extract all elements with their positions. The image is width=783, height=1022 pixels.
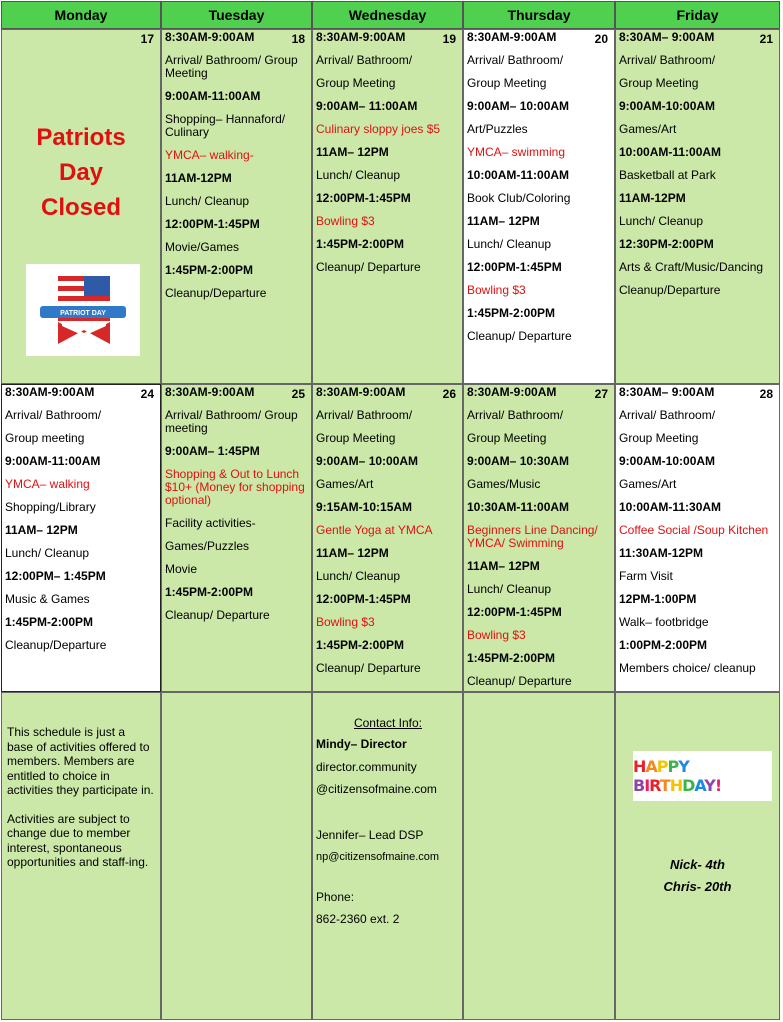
schedule-entry: Movie/Games [165, 240, 240, 254]
schedule-entry: 9:00AM-10:00AM [619, 99, 716, 113]
schedule-entry: Lunch/ Cleanup [5, 546, 90, 560]
schedule-entry: 1:45PM-2:00PM [316, 237, 405, 251]
schedule-entry: 8:30AM-9:00AM [467, 30, 557, 44]
svg-text:PATRIOT DAY: PATRIOT DAY [60, 310, 106, 317]
schedule-entry: Arrival/ Bathroom/ [316, 408, 413, 422]
schedule-list [165, 31, 307, 310]
schedule-entry: 1:45PM-2:00PM [165, 585, 254, 599]
schedule-entry: Art/Puzzles [467, 122, 528, 136]
contact-cell [312, 692, 463, 1020]
schedule-entry: Group Meeting [316, 431, 396, 445]
day-number: 24 [140, 387, 154, 401]
schedule-entry: 12:00PM-1:45PM [165, 217, 260, 231]
birthday-cell [615, 692, 780, 1020]
schedule-entry: Arrival/ Bathroom/ Group meeting [165, 408, 298, 435]
schedule-entry: 8:30AM-9:00AM [165, 30, 255, 44]
cell-monday-24 [1, 384, 161, 692]
schedule-entry: 8:30AM– 9:00AM [619, 30, 715, 44]
schedule-entry: Bowling $3 [467, 628, 526, 642]
note-paragraph: This schedule is just a base of activities offered to members. Members are entitled to choice in activities they participate in. [7, 725, 154, 797]
schedule-entry: Games/Art [619, 122, 677, 136]
schedule-entry: 9:00AM-10:00AM [619, 454, 716, 468]
schedule-entry: 9:15AM-10:15AM [316, 500, 413, 514]
holiday-line: Patriots [36, 124, 126, 151]
director-email-line2: @citizensofmaine.com [316, 782, 437, 796]
schedule-entry: 9:00AM– 10:00AM [316, 454, 419, 468]
calendar-grid [1, 1, 780, 1020]
schedule-entry: 10:00AM-11:00AM [619, 145, 722, 159]
patriot-day-image [26, 264, 140, 356]
day-number: 19 [442, 32, 456, 46]
schedule-entry: 9:00AM– 10:30AM [467, 454, 570, 468]
schedule-entry: 12:00PM-1:45PM [316, 191, 411, 205]
schedule-entry: Lunch/ Cleanup [467, 237, 552, 251]
schedule-entry: Games/Art [619, 477, 677, 491]
schedule-entry: Games/Art [316, 477, 374, 491]
schedule-entry: Members choice/ cleanup [619, 661, 756, 675]
birthday-list [616, 854, 779, 898]
schedule-entry: 9:00AM-11:00AM [165, 89, 261, 103]
cell-tuesday-25 [161, 384, 312, 692]
schedule-entry: 10:00AM-11:00AM [467, 168, 570, 182]
schedule-entry: 12:00PM– 1:45PM [5, 569, 106, 583]
schedule-entry: 11AM– 12PM [5, 523, 78, 537]
schedule-entry: Book Club/Coloring [467, 191, 571, 205]
day-number: 17 [140, 32, 154, 46]
schedule-entry: 1:45PM-2:00PM [467, 306, 556, 320]
cell-wednesday-26 [312, 384, 463, 692]
schedule-entry: Arrival/ Bathroom/ [467, 53, 564, 67]
schedule-entry: 1:00PM-2:00PM [619, 638, 708, 652]
schedule-entry: 8:30AM-9:00AM [5, 385, 95, 399]
contact-heading: Contact Info: [353, 716, 423, 730]
schedule-entry: 12:00PM-1:45PM [467, 260, 562, 274]
schedule-entry: Movie [165, 562, 198, 576]
schedule-entry: Group Meeting [316, 76, 396, 90]
header-friday: Friday [615, 1, 780, 29]
schedule-entry: Shopping/Library [5, 500, 96, 514]
director-email-line1: director.community [316, 760, 417, 774]
schedule-notes [7, 725, 154, 884]
holiday-notice [2, 120, 160, 225]
schedule-entry: Lunch/ Cleanup [165, 194, 250, 208]
schedule-entry: 1:45PM-2:00PM [467, 651, 556, 665]
schedule-list [619, 31, 775, 307]
schedule-entry: Group Meeting [619, 76, 699, 90]
day-number: 27 [594, 387, 608, 401]
schedule-entry: Shopping– Hannaford/ Culinary [165, 112, 286, 139]
schedule-list [316, 386, 458, 685]
schedule-entry: 8:30AM-9:00AM [316, 30, 406, 44]
schedule-entry: Gentle Yoga at YMCA [316, 523, 433, 537]
holiday-line: Closed [40, 194, 121, 221]
schedule-list [165, 386, 307, 632]
schedule-entry: 8:30AM-9:00AM [467, 385, 557, 399]
schedule-entry: 1:45PM-2:00PM [316, 638, 405, 652]
day-number: 28 [759, 387, 773, 401]
director-name: Mindy– Director [316, 737, 407, 751]
phone-label: Phone: [316, 890, 355, 904]
schedule-entry: 10:00AM-11:30AM [619, 500, 722, 514]
lead-email: np@citizensofmaine.com [316, 851, 440, 863]
schedule-entry: Culinary sloppy joes $5 [316, 122, 441, 136]
schedule-list [5, 386, 156, 662]
schedule-entry: Cleanup/ Departure [467, 329, 572, 343]
header-tuesday: Tuesday [161, 1, 312, 29]
day-number: 21 [759, 32, 773, 46]
schedule-entry: Lunch/ Cleanup [467, 582, 552, 596]
cell-thursday-27 [463, 384, 615, 692]
day-number: 20 [594, 32, 608, 46]
schedule-entry: Bowling $3 [467, 283, 526, 297]
schedule-entry: Facility activities- [165, 516, 256, 530]
birthday-entry: Chris- 20th [663, 879, 732, 894]
schedule-entry: Walk– footbridge [619, 615, 709, 629]
schedule-entry: 11AM– 12PM [467, 559, 540, 573]
schedule-entry: Cleanup/ Departure [316, 260, 421, 274]
schedule-entry: 11:30AM-12PM [619, 546, 704, 560]
header-thursday: Thursday [463, 1, 615, 29]
schedule-entry: 9:00AM– 1:45PM [165, 444, 260, 458]
schedule-entry: Group meeting [5, 431, 85, 445]
schedule-entry: Music & Games [5, 592, 90, 606]
schedule-entry: 9:00AM-11:00AM [5, 454, 101, 468]
holiday-line: Day [58, 159, 104, 186]
schedule-entry: Cleanup/Departure [5, 638, 107, 652]
schedule-entry: 11AM– 12PM [316, 546, 389, 560]
header-monday: Monday [1, 1, 161, 29]
schedule-entry: 1:45PM-2:00PM [165, 263, 254, 277]
schedule-entry: 10:30AM-11:00AM [467, 500, 570, 514]
schedule-entry: 12:00PM-1:45PM [316, 592, 411, 606]
schedule-entry: Farm Visit [619, 569, 673, 583]
note-paragraph: Activities are subject to change due to member interest, spontaneous opportunities and staff-ing. [7, 811, 149, 869]
schedule-entry: 11AM-12PM [165, 171, 232, 185]
schedule-entry: Arrival/ Bathroom/ [467, 408, 564, 422]
day-number: 26 [442, 387, 456, 401]
schedule-entry: Lunch/ Cleanup [316, 569, 401, 583]
schedule-entry: 1:45PM-2:00PM [5, 615, 94, 629]
schedule-entry: Lunch/ Cleanup [316, 168, 401, 182]
schedule-entry: Arrival/ Bathroom/ [5, 408, 102, 422]
schedule-entry: Lunch/ Cleanup [619, 214, 704, 228]
schedule-entry: Cleanup/ Departure [467, 674, 572, 688]
schedule-entry: YMCA– walking [5, 477, 90, 491]
schedule-entry: 11AM-12PM [619, 191, 686, 205]
cell-monday-17 [1, 29, 161, 384]
schedule-entry: 9:00AM– 10:00AM [467, 99, 570, 113]
schedule-entry: Arts & Craft/Music/Dancing [619, 260, 764, 274]
schedule-entry: YMCA– swimming [467, 145, 566, 159]
schedule-entry: Group Meeting [467, 431, 547, 445]
schedule-entry: Cleanup/ Departure [165, 608, 270, 622]
birthday-entry: Nick- 4th [670, 857, 725, 872]
phone-number: 862-2360 ext. 2 [316, 912, 400, 926]
schedule-entry: 11AM– 12PM [467, 214, 540, 228]
schedule-entry: 11AM– 12PM [316, 145, 389, 159]
schedule-entry: Arrival/ Bathroom/ [316, 53, 413, 67]
schedule-entry: YMCA– walking- [165, 148, 254, 162]
empty-cell [463, 692, 615, 1020]
schedule-entry: 12:30PM-2:00PM [619, 237, 714, 251]
schedule-entry: Arrival/ Bathroom/ Group Meeting [165, 53, 298, 80]
cell-thursday-20 [463, 29, 615, 384]
lead-name: Jennifer– Lead DSP [316, 828, 424, 842]
schedule-entry: Shopping & Out to Lunch $10+ (Money for shopping optional) [165, 467, 305, 507]
schedule-list [619, 386, 775, 685]
schedule-entry: Bowling $3 [316, 615, 375, 629]
flag-ribbon-icon [26, 264, 140, 356]
cell-wednesday-19 [312, 29, 463, 384]
happy-birthday-banner [633, 751, 772, 801]
schedule-entry: Group Meeting [619, 431, 699, 445]
schedule-entry: Bowling $3 [316, 214, 375, 228]
empty-cell [161, 692, 312, 1020]
schedule-list [467, 31, 610, 353]
schedule-entry: Group Meeting [467, 76, 547, 90]
day-number: 18 [291, 32, 305, 46]
schedule-entry: Basketball at Park [619, 168, 716, 182]
banner-text: HAPPY BIRTHDAY! [633, 757, 722, 795]
header-wednesday: Wednesday [312, 1, 463, 29]
schedule-entry: Games/Music [467, 477, 541, 491]
schedule-entry: Cleanup/Departure [165, 286, 267, 300]
schedule-list [316, 31, 458, 284]
schedule-entry: 12PM-1:00PM [619, 592, 697, 606]
cell-tuesday-18 [161, 29, 312, 384]
schedule-entry: Cleanup/ Departure [316, 661, 421, 675]
schedule-entry: Games/Puzzles [165, 539, 250, 553]
schedule-entry: 8:30AM– 9:00AM [619, 385, 715, 399]
schedule-entry: 8:30AM-9:00AM [316, 385, 406, 399]
schedule-list [467, 386, 610, 692]
contact-info [316, 717, 460, 926]
day-number: 25 [291, 387, 305, 401]
schedule-entry: 12:00PM-1:45PM [467, 605, 562, 619]
schedule-entry: 9:00AM– 11:00AM [316, 99, 418, 113]
schedule-entry: Arrival/ Bathroom/ [619, 53, 716, 67]
notes-cell [1, 692, 161, 1020]
cell-friday-21 [615, 29, 780, 384]
schedule-entry: Arrival/ Bathroom/ [619, 408, 716, 422]
schedule-entry: Beginners Line Dancing/ YMCA/ Swimming [467, 523, 598, 550]
schedule-entry: Coffee Social /Soup Kitchen [619, 523, 769, 537]
cell-friday-28 [615, 384, 780, 692]
schedule-entry: 8:30AM-9:00AM [165, 385, 255, 399]
schedule-entry: Cleanup/Departure [619, 283, 721, 297]
